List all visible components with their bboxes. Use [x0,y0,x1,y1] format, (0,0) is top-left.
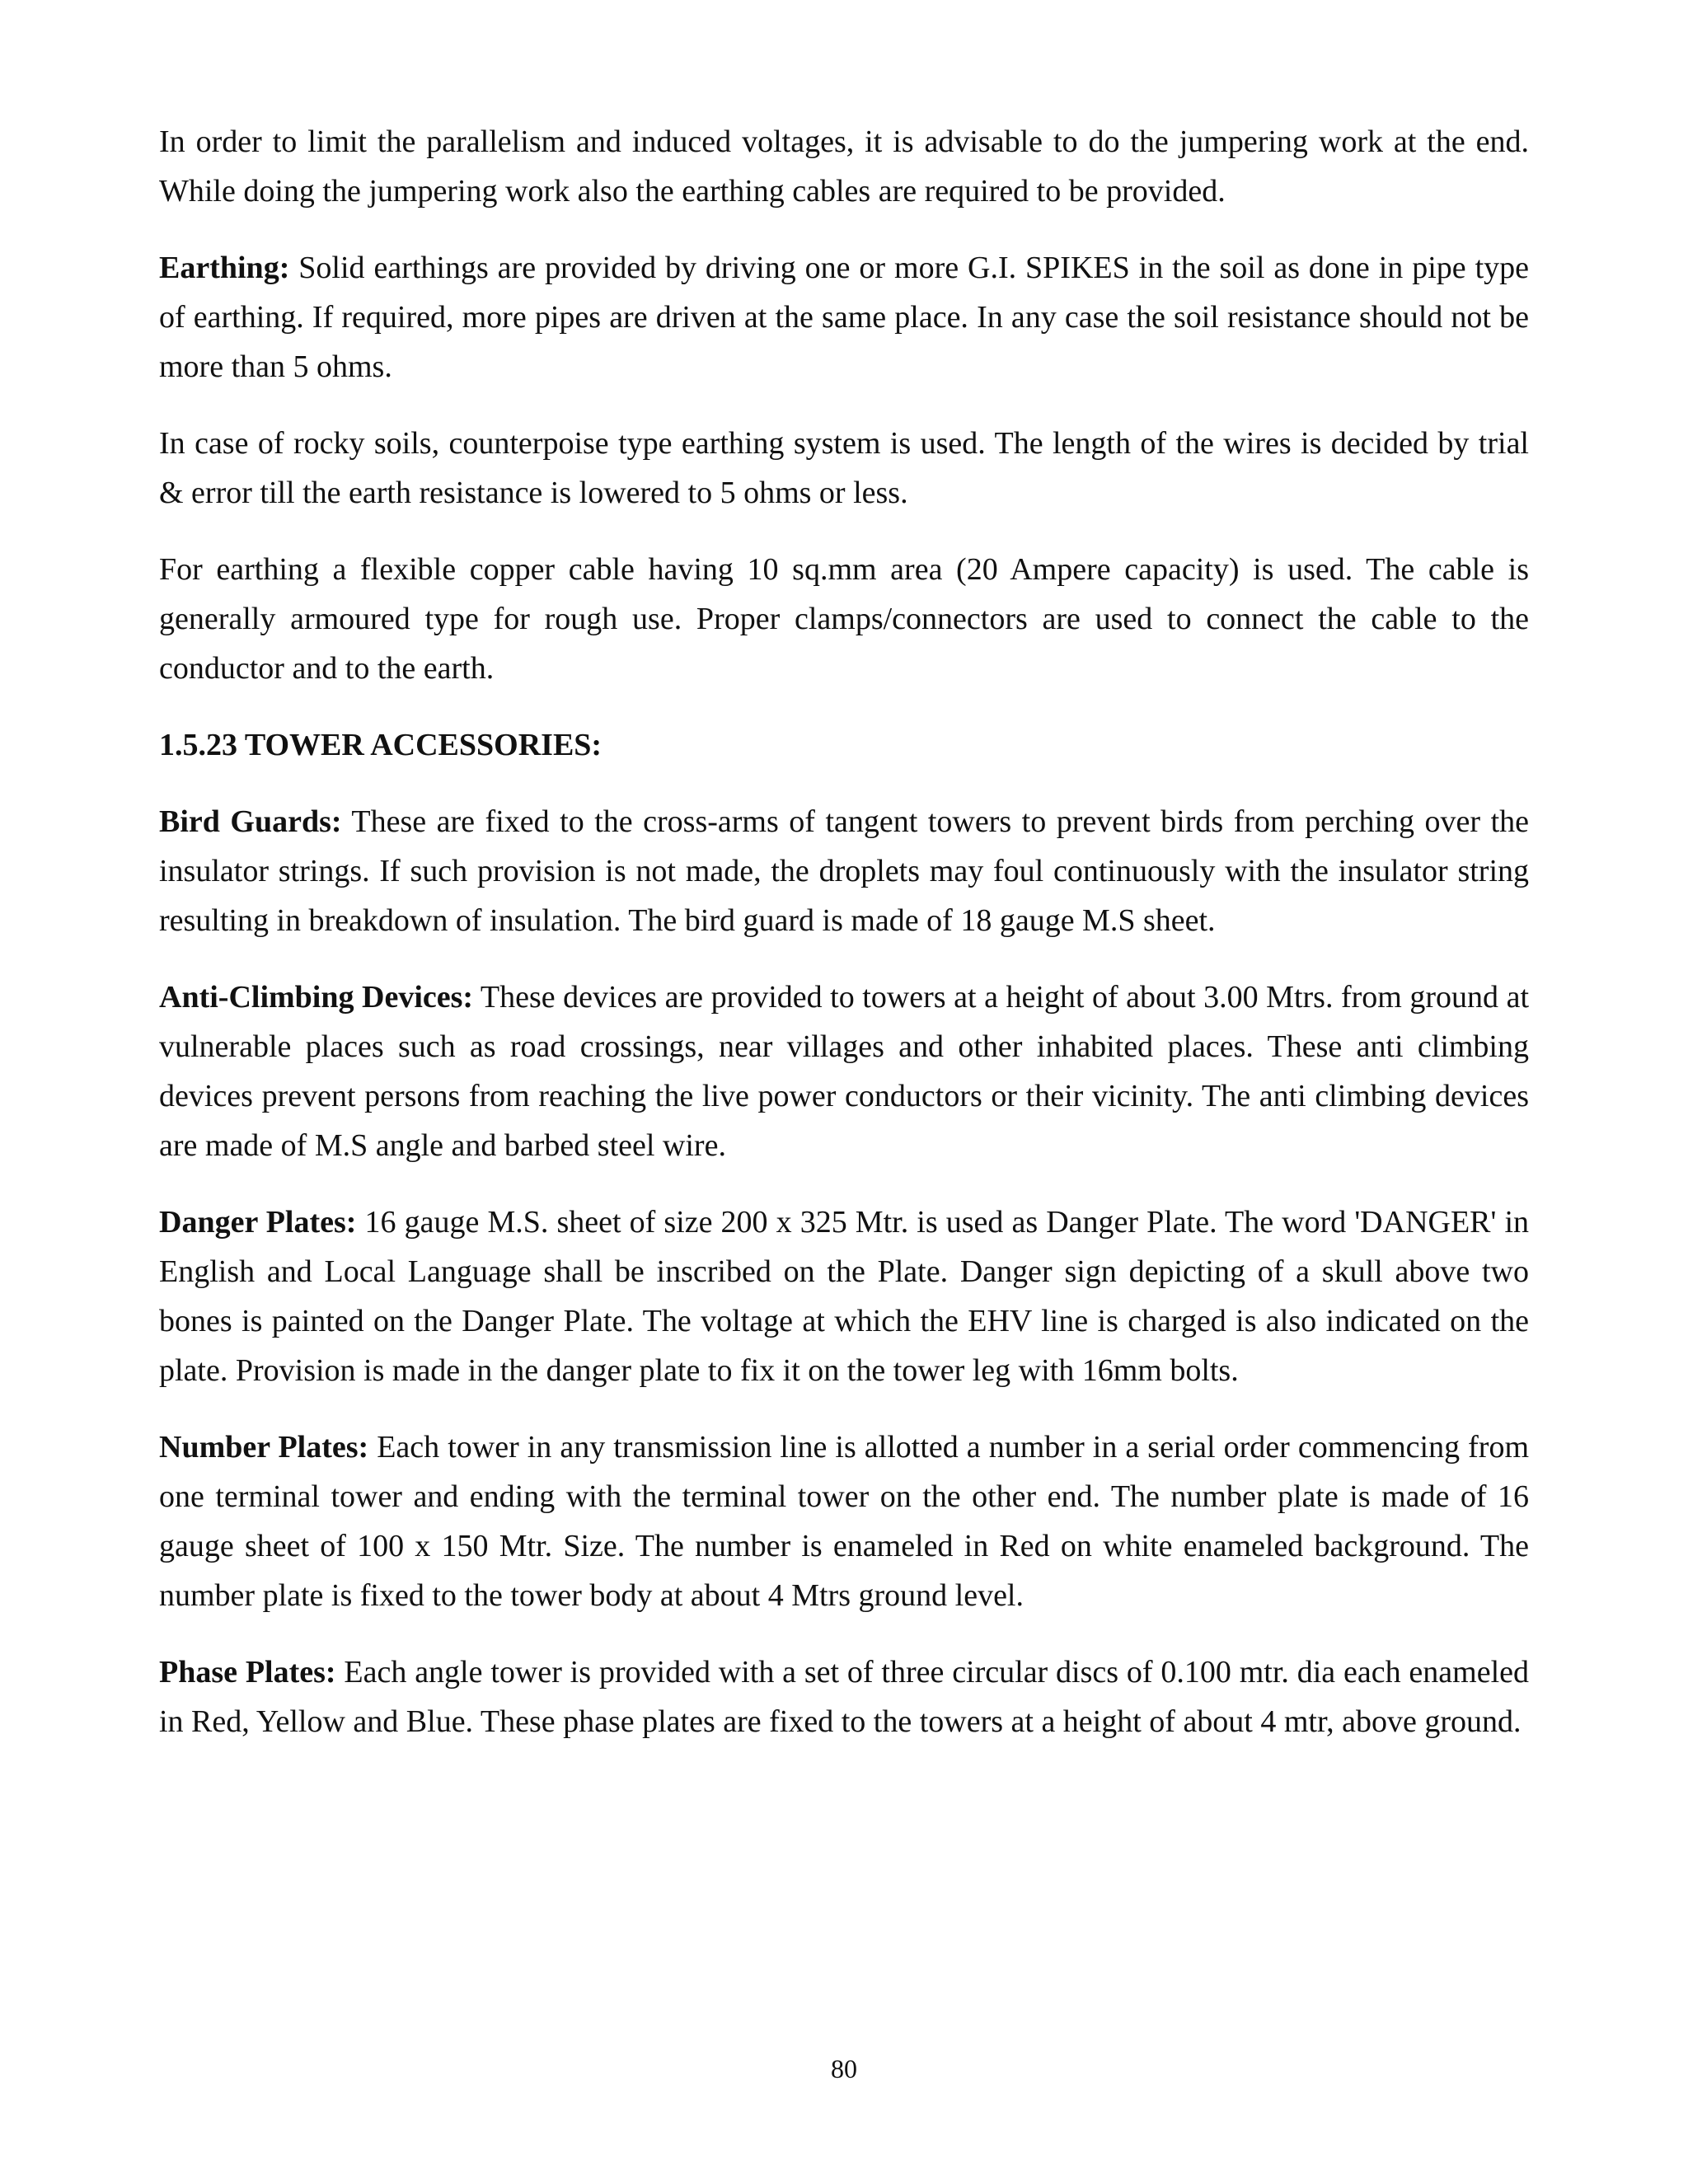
paragraph-rocky-soils [159,419,1529,518]
page-body [159,117,1529,1774]
paragraph-text: Each angle tower is provided with a set of three circular discs of 0.100 mtr. dia each enameled in Red, Yellow and Blue. These phase plates are fixed to the towers at a height of about 4 mtr, above ground. [159,1655,1529,1739]
paragraph-lead: Danger Plates: [159,1205,357,1240]
paragraph-anti-climbing [159,972,1529,1170]
paragraph-text: Each tower in any transmission line is allotted a number in a serial order commencing from one terminal tower and ending with the terminal tower on the other end. The number plate is made of 16 gauge sheet of 100 x 150 Mtr. Size. The number is enameled in Red on white enameled background. The number plate is fixed to the tower body at about 4 Mtrs ground level. [159,1430,1529,1613]
paragraph-text: These devices are provided to towers at a height of about 3.00 Mtrs. from ground at vulnerable places such as road crossings, near villages and other inhabited places. These anti climbing devices prevent persons from reaching the live power conductors or their vicinity. The anti climbing devices are made of M.S angle and barbed steel wire. [159,980,1529,1163]
paragraph-text: These are fixed to the cross-arms of tangent towers to prevent birds from perching over the insulator strings. If such provision is not made, the droplets may foul continuously with the insulator string resulting in breakdown of insulation. The bird guard is made of 18 gauge M.S sheet. [159,804,1529,938]
paragraph-jumpering [159,117,1529,216]
paragraph-copper-cable [159,545,1529,693]
paragraph-text: In case of rocky soils, counterpoise type earthing system is used. The length of the wires is decided by trial & error till the earth resistance is lowered to 5 ohms or less. [159,426,1529,510]
paragraph-lead: Anti-Climbing Devices: [159,980,474,1015]
paragraph-phase-plates [159,1647,1529,1746]
paragraph-lead: Number Plates: [159,1430,369,1465]
paragraph-danger-plates [159,1197,1529,1395]
paragraph-text: In order to limit the parallelism and induced voltages, it is advisable to do the jumpering work at the end. While doing the jumpering work also the earthing cables are required to be provided. [159,124,1529,209]
paragraph-earthing [159,243,1529,391]
page-number: 80 [831,2054,857,2083]
paragraph-lead: Phase Plates: [159,1655,336,1690]
paragraph-text: 16 gauge M.S. sheet of size 200 x 325 Mtr. is used as Danger Plate. The word 'DANGER' in English and Local Language shall be inscribed on the Plate. Danger sign depicting of a skull above two bones is painted on the Danger Plate. The voltage at which the EHV line is charged is also indicated on the plate. Provision is made in the danger plate to fix it on the tower leg with 16mm bolts. [159,1205,1530,1388]
paragraph-text: For earthing a flexible copper cable having 10 sq.mm area (20 Ampere capacity) is used. The cable is generally armoured type for rough use. Proper clamps/connectors are used to connect the cable to the conductor and to the earth. [159,552,1529,686]
paragraph-text: Solid earthings are provided by driving one or more G.I. SPIKES in the soil as done in pipe type of earthing. If required, more pipes are driven at the same place. In any case the soil resistance should not be more than 5 ohms. [159,251,1529,384]
section-heading: 1.5.23 TOWER ACCESSORIES: [159,728,603,762]
paragraph-lead: Earthing: [159,251,290,285]
paragraph-bird-guards [159,797,1529,945]
paragraph-lead: Bird Guards: [159,804,342,839]
paragraph-number-plates [159,1422,1529,1620]
